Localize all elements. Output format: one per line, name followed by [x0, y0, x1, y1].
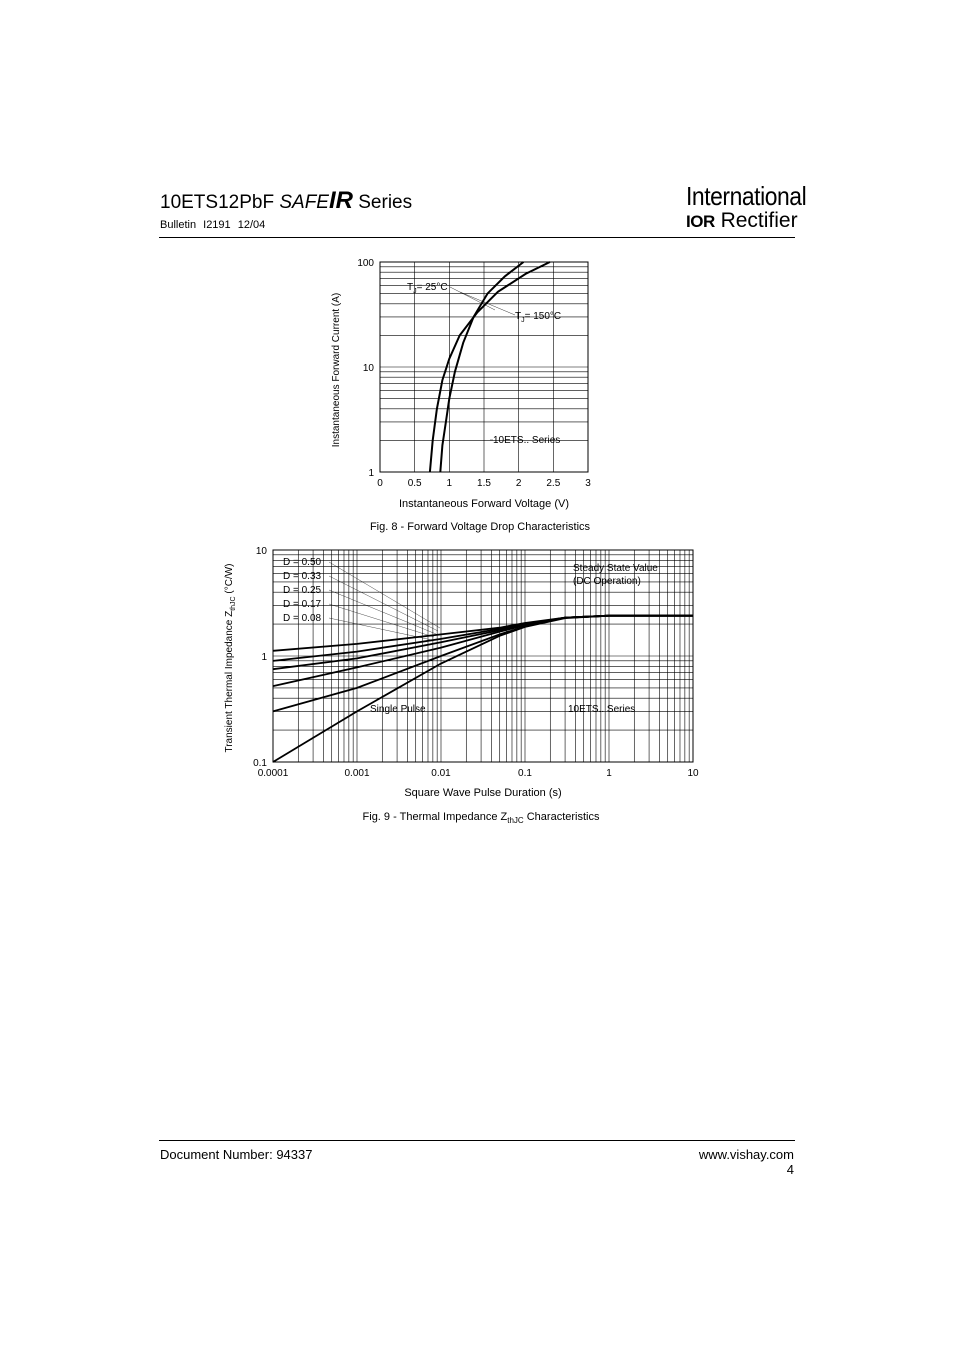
- chart2-legend-label: D = 0.33: [283, 571, 322, 582]
- chart1-tj25-label: $T_J= 25^\circ C$: [407, 282, 448, 295]
- page-number: 4: [786, 1162, 794, 1177]
- chart1-series-label: 10ETS.. Series: [493, 435, 561, 446]
- chart2-y-tick-label: 10: [255, 546, 267, 557]
- chart2-caption: Fig. 9 - Thermal Impedance $Z_{thJC}$ Characteristics: [362, 811, 600, 825]
- chart2-y-axis-label: Transient Thermal Impedance $Z_{thJC}$ (°C/W): [224, 563, 237, 753]
- chart2-x-tick-label: 10: [687, 768, 699, 779]
- chart1-x-tick-label: 3: [585, 478, 591, 489]
- chart2-x-tick-label: 0.01: [431, 768, 451, 779]
- chart1-x-axis-label: Instantaneous Forward Voltage (V): [399, 498, 569, 510]
- chart1-y-axis-label: Instantaneous Forward Current (A): [331, 292, 342, 448]
- chart2-single-pulse-label: Single Pulse: [370, 704, 426, 715]
- chart2-series-line-3: [273, 616, 693, 686]
- chart2-series-line-5: [273, 616, 693, 762]
- chart1-tj150-label: $T_J= 150^\circ C$: [515, 311, 562, 324]
- title-part-2: Series: [352, 192, 413, 213]
- bulletin-number: Bulletin I2191 12/04: [160, 219, 266, 231]
- website-link[interactable]: www.vishay.com: [698, 1147, 794, 1162]
- chart1-caption: Fig. 8 - Forward Voltage Drop Characteristics: [369, 521, 591, 533]
- chart2-legend-leader: [329, 604, 434, 637]
- footer-divider: [159, 1140, 795, 1141]
- chart1-y-tick-label: 1: [368, 468, 374, 479]
- chart1-x-tick-label: 1.5: [477, 478, 491, 489]
- chart2-y-tick-label: 0.1: [253, 758, 267, 769]
- chart2-series-label: 10ETS.. Series: [568, 704, 636, 715]
- chart2-x-tick-label: 1: [606, 768, 612, 779]
- chart1-x-tick-label: 1: [446, 478, 453, 489]
- chart2-x-axis-label: Square Wave Pulse Duration (s): [404, 787, 562, 799]
- chart2-legend-label: D = 0.25: [283, 585, 322, 596]
- chart2-x-tick-label: 0.1: [518, 768, 532, 779]
- chart2-steady-state-label: Steady State Value: [573, 563, 658, 574]
- chart2-x-tick-label: 0.001: [344, 768, 370, 779]
- chart1-x-tick-label: 0: [377, 478, 383, 489]
- chart2-y-tick-label: 1: [261, 652, 267, 663]
- chart2-legend-leader: [329, 562, 440, 628]
- chart2-legend-label: D = 0.08: [283, 613, 322, 624]
- chart1-y-tick-label: 10: [362, 363, 374, 374]
- chart2-series-line-2: [273, 616, 693, 670]
- chart2-dc-operation-label: (DC Operation): [573, 576, 641, 587]
- chart2-legend-leader: [329, 618, 432, 640]
- chart2-legend-label: D = 0.17: [283, 599, 322, 610]
- ior-logo-icon: IOR: [686, 212, 715, 231]
- chart1-x-tick-label: 0.5: [407, 478, 422, 489]
- chart2-legend-leader: [329, 576, 438, 631]
- chart1-x-tick-label: 2.5: [546, 478, 561, 489]
- chart2-legend-label: D = 0.50: [283, 557, 322, 568]
- brand-logo-international: International: [686, 181, 807, 211]
- title-ir: IR: [328, 187, 353, 214]
- document-number: Document Number: 94337: [160, 1147, 313, 1162]
- title-safe: SAFE: [279, 192, 329, 213]
- chart2-x-tick-label: 0.0001: [257, 768, 289, 779]
- chart1-x-tick-label: 2: [515, 478, 522, 489]
- chart2-series-line-1: [273, 616, 693, 661]
- title-part-1: 10ETS12PbF: [160, 192, 280, 213]
- chart1-y-tick-label: 100: [357, 258, 374, 269]
- logo-rectifier-text: Rectifier: [720, 209, 798, 232]
